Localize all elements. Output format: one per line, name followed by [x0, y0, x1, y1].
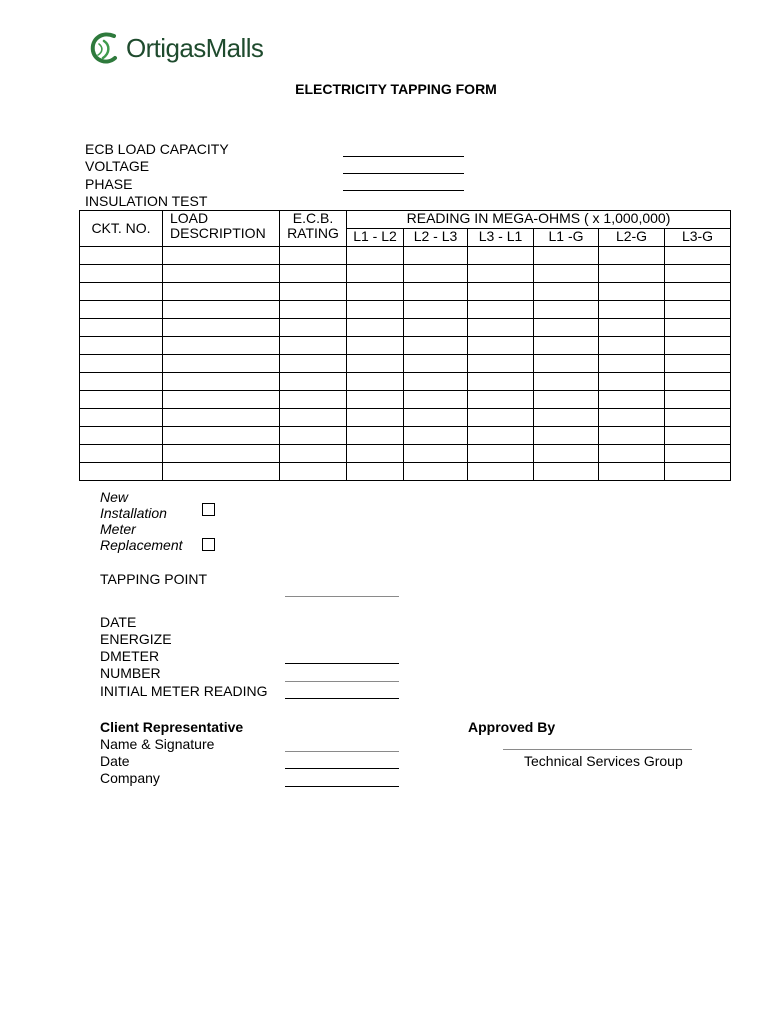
table-cell[interactable]: [280, 427, 347, 445]
table-cell[interactable]: [665, 409, 731, 427]
table-cell[interactable]: [468, 247, 534, 265]
table-cell[interactable]: [347, 463, 404, 481]
table-cell[interactable]: [404, 355, 468, 373]
table-cell[interactable]: [599, 319, 665, 337]
table-cell[interactable]: [347, 283, 404, 301]
ecb-load-capacity-label: ECB LOAD CAPACITY: [85, 141, 229, 157]
table-cell[interactable]: [80, 463, 163, 481]
table-cell[interactable]: [280, 391, 347, 409]
table-cell[interactable]: [534, 283, 599, 301]
table-cell[interactable]: [534, 409, 599, 427]
ecb-line1: E.C.B.: [292, 210, 334, 226]
name-signature-field[interactable]: [285, 751, 399, 752]
table-cell[interactable]: [347, 265, 404, 283]
table-cell[interactable]: [280, 445, 347, 463]
table-cell[interactable]: [404, 445, 468, 463]
table-cell[interactable]: [665, 391, 731, 409]
col-header-l3-g: L3-G: [665, 229, 731, 247]
table-cell[interactable]: [468, 265, 534, 283]
tapping-point-field[interactable]: [285, 596, 399, 597]
table-row: [80, 301, 731, 319]
table-cell[interactable]: [534, 373, 599, 391]
new-installation-label-line2: Installation: [100, 505, 167, 521]
table-cell[interactable]: [468, 427, 534, 445]
table-cell[interactable]: [163, 409, 280, 427]
meter-replacement-checkbox[interactable]: [202, 538, 215, 551]
technical-services-group-label: Technical Services Group: [524, 753, 683, 769]
table-cell[interactable]: [163, 463, 280, 481]
table-row: [80, 445, 731, 463]
table-row: [80, 319, 731, 337]
table-cell[interactable]: [599, 373, 665, 391]
col-header-l2-g: L2-G: [599, 229, 665, 247]
table-cell[interactable]: [163, 427, 280, 445]
table-cell[interactable]: [404, 463, 468, 481]
table-cell[interactable]: [404, 427, 468, 445]
meter-replacement-label-line2: Replacement: [100, 537, 183, 553]
client-date-field[interactable]: [285, 768, 399, 769]
table-cell[interactable]: [665, 463, 731, 481]
table-cell[interactable]: [665, 247, 731, 265]
table-cell[interactable]: [347, 391, 404, 409]
ortigas-logo-icon: [90, 31, 122, 65]
new-installation-checkbox[interactable]: [202, 503, 215, 516]
table-row: [80, 337, 731, 355]
table-cell[interactable]: [280, 463, 347, 481]
table-cell[interactable]: [404, 319, 468, 337]
dmeter-number-field[interactable]: [285, 681, 399, 682]
table-cell[interactable]: [665, 319, 731, 337]
table-cell[interactable]: [347, 427, 404, 445]
table-cell[interactable]: [534, 427, 599, 445]
table-cell[interactable]: [280, 265, 347, 283]
table-cell[interactable]: [534, 391, 599, 409]
table-cell[interactable]: [468, 355, 534, 373]
table-cell[interactable]: [347, 337, 404, 355]
table-cell[interactable]: [404, 247, 468, 265]
table-cell[interactable]: [404, 373, 468, 391]
table-cell[interactable]: [347, 373, 404, 391]
table-cell[interactable]: [80, 265, 163, 283]
table-row: [80, 247, 731, 265]
initial-meter-reading-label: INITIAL METER READING: [100, 683, 268, 699]
table-cell[interactable]: [665, 355, 731, 373]
col-header-l3-l1: L3 - L1: [468, 229, 534, 247]
table-cell[interactable]: [468, 445, 534, 463]
table-cell[interactable]: [280, 283, 347, 301]
table-cell[interactable]: [163, 247, 280, 265]
table-cell[interactable]: [468, 373, 534, 391]
approved-by-signature-field[interactable]: [503, 749, 692, 750]
table-cell[interactable]: [280, 373, 347, 391]
company-logo: [90, 30, 263, 66]
table-cell[interactable]: [163, 283, 280, 301]
table-cell[interactable]: [468, 301, 534, 319]
col-header-reading: READING IN MEGA-OHMS ( x 1,000,000): [347, 211, 731, 229]
table-cell[interactable]: [534, 463, 599, 481]
initial-meter-reading-field[interactable]: [285, 698, 399, 699]
table-cell[interactable]: [665, 301, 731, 319]
table-cell[interactable]: [665, 445, 731, 463]
table-cell[interactable]: [599, 391, 665, 409]
table-cell[interactable]: [599, 427, 665, 445]
date-label: DATE: [100, 614, 137, 630]
table-cell[interactable]: [163, 319, 280, 337]
table-cell[interactable]: [280, 409, 347, 427]
table-cell[interactable]: [280, 337, 347, 355]
form-title: ELECTRICITY TAPPING FORM: [295, 81, 497, 97]
table-cell[interactable]: [599, 247, 665, 265]
table-cell[interactable]: [163, 337, 280, 355]
logo-text: OrtigasMalls: [126, 32, 264, 63]
name-signature-label: Name & Signature: [100, 736, 215, 752]
table-row: [80, 391, 731, 409]
table-cell[interactable]: [468, 391, 534, 409]
table-cell[interactable]: [347, 445, 404, 463]
approved-by-heading: Approved By: [468, 719, 556, 735]
new-installation-label-line1: New: [100, 489, 129, 505]
table-cell[interactable]: [163, 301, 280, 319]
phase-field[interactable]: [343, 190, 464, 191]
table-row: [80, 427, 731, 445]
table-cell[interactable]: [468, 283, 534, 301]
table-row: [80, 265, 731, 283]
table-cell[interactable]: [80, 283, 163, 301]
insulation-test-table: [79, 210, 731, 481]
table-cell[interactable]: [665, 265, 731, 283]
table-cell[interactable]: [534, 337, 599, 355]
table-cell[interactable]: [404, 409, 468, 427]
table-cell[interactable]: [404, 391, 468, 409]
table-cell[interactable]: [80, 301, 163, 319]
table-cell[interactable]: [468, 463, 534, 481]
table-cell[interactable]: [599, 265, 665, 283]
table-cell[interactable]: [665, 373, 731, 391]
client-representative-heading: Client Representative: [100, 719, 244, 735]
table-cell[interactable]: [534, 445, 599, 463]
col-header-ckt-no: CKT. NO.: [80, 211, 163, 247]
voltage-label: VOLTAGE: [85, 158, 150, 174]
table-cell[interactable]: [80, 391, 163, 409]
company-label: Company: [100, 770, 160, 786]
tapping-point-label: TAPPING POINT: [100, 571, 208, 587]
phase-label: PHASE: [85, 176, 133, 192]
date-energize-field[interactable]: [285, 663, 399, 664]
table-cell[interactable]: [347, 355, 404, 373]
number-label: NUMBER: [100, 665, 161, 681]
table-cell[interactable]: [599, 337, 665, 355]
table-cell[interactable]: [347, 409, 404, 427]
table-cell[interactable]: [404, 283, 468, 301]
table-row: [80, 373, 731, 391]
load-line1: LOAD: [170, 210, 209, 226]
col-header-l1-l2: L1 - L2: [347, 229, 404, 247]
table-cell[interactable]: [534, 355, 599, 373]
col-header-l1-g: L1 -G: [534, 229, 599, 247]
table-cell[interactable]: [347, 319, 404, 337]
table-cell[interactable]: [468, 337, 534, 355]
load-line2: DESCRIPTION: [170, 225, 266, 241]
table-cell[interactable]: [599, 409, 665, 427]
table-cell[interactable]: [404, 301, 468, 319]
table-row: [80, 355, 731, 373]
table-cell[interactable]: [404, 337, 468, 355]
table-cell[interactable]: [280, 247, 347, 265]
table-cell[interactable]: [163, 373, 280, 391]
insulation-test-label: INSULATION TEST: [85, 193, 208, 209]
company-field[interactable]: [285, 786, 399, 787]
table-cell[interactable]: [534, 265, 599, 283]
table-cell[interactable]: [534, 319, 599, 337]
table-cell[interactable]: [163, 355, 280, 373]
table-cell[interactable]: [534, 301, 599, 319]
table-cell[interactable]: [80, 337, 163, 355]
table-cell[interactable]: [80, 373, 163, 391]
table-cell[interactable]: [665, 427, 731, 445]
col-header-l2-l3: L2 - L3: [404, 229, 468, 247]
meter-replacement-label-line1: Meter: [100, 521, 136, 537]
table-cell[interactable]: [534, 247, 599, 265]
table-cell[interactable]: [468, 319, 534, 337]
table-cell[interactable]: [280, 319, 347, 337]
dmeter-label: DMETER: [100, 648, 160, 664]
table-cell[interactable]: [599, 355, 665, 373]
table-cell[interactable]: [163, 265, 280, 283]
table-cell[interactable]: [163, 445, 280, 463]
table-cell[interactable]: [80, 319, 163, 337]
table-cell[interactable]: [80, 427, 163, 445]
table-row: [80, 409, 731, 427]
table-cell[interactable]: [280, 301, 347, 319]
table-row: [80, 283, 731, 301]
table-cell[interactable]: [347, 247, 404, 265]
col-header-ecb-rating: [280, 211, 347, 247]
ecb-load-capacity-field[interactable]: [343, 156, 464, 157]
table-cell[interactable]: [80, 355, 163, 373]
table-cell[interactable]: [80, 409, 163, 427]
table-cell[interactable]: [404, 265, 468, 283]
table-cell[interactable]: [468, 409, 534, 427]
table-header-row: [80, 211, 731, 229]
energize-label: ENERGIZE: [100, 631, 172, 647]
table-cell[interactable]: [80, 445, 163, 463]
client-date-label: Date: [100, 753, 130, 769]
table-cell[interactable]: [347, 301, 404, 319]
table-cell[interactable]: [163, 391, 280, 409]
table-cell[interactable]: [599, 445, 665, 463]
col-header-load-description: [163, 211, 280, 247]
table-cell[interactable]: [665, 283, 731, 301]
table-cell[interactable]: [80, 247, 163, 265]
ecb-line2: RATING: [287, 225, 339, 241]
table-cell[interactable]: [599, 283, 665, 301]
table-cell[interactable]: [599, 301, 665, 319]
table-cell[interactable]: [599, 463, 665, 481]
table-row: [80, 463, 731, 481]
voltage-field[interactable]: [343, 173, 464, 174]
table-cell[interactable]: [280, 355, 347, 373]
table-cell[interactable]: [665, 337, 731, 355]
